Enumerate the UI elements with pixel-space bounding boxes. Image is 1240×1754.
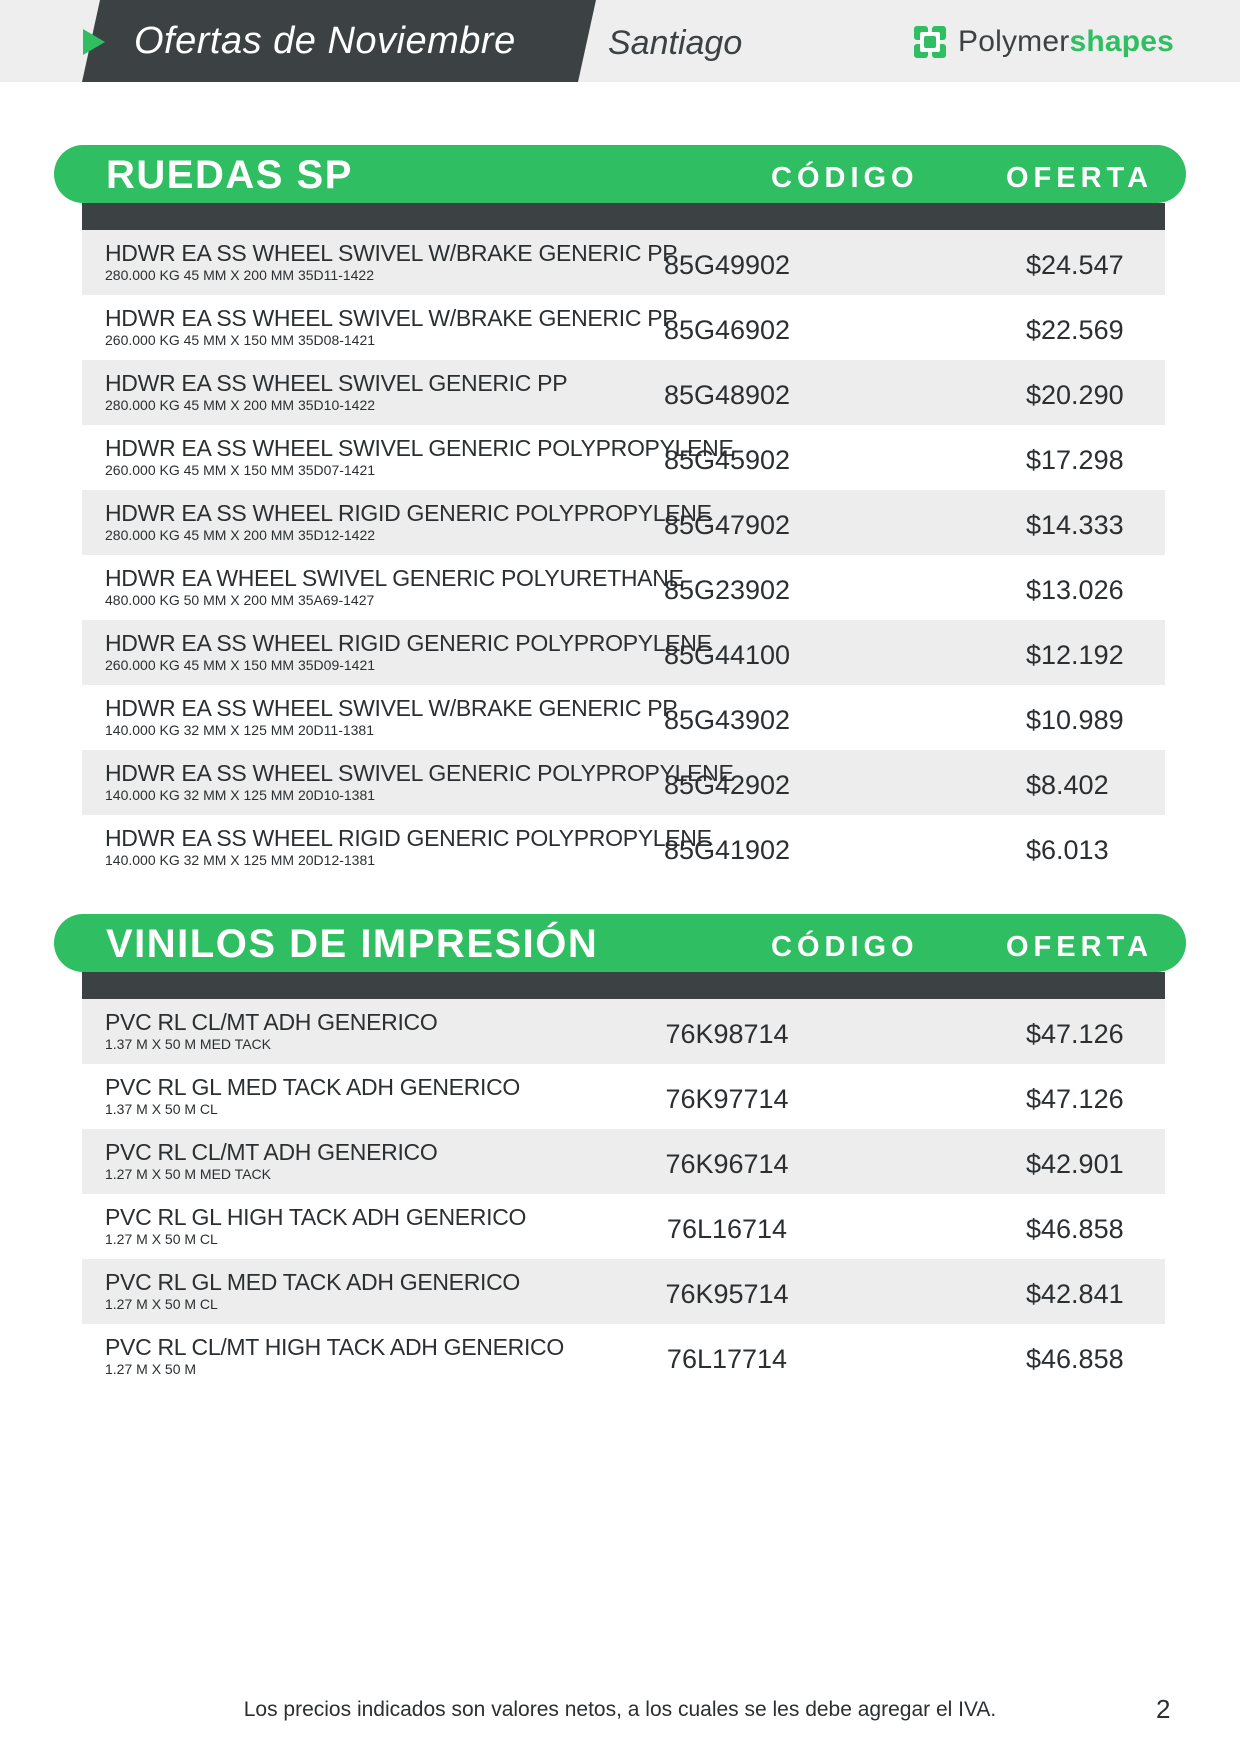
product-price: $20.290 <box>1026 380 1124 410</box>
product-name: HDWR EA SS WHEEL RIGID GENERIC POLYPROPYLENE <box>105 630 712 656</box>
product-name: HDWR EA SS WHEEL RIGID GENERIC POLYPROPYLENE <box>105 825 712 851</box>
product-name: PVC RL GL MED TACK ADH GENERICO <box>105 1269 521 1295</box>
product-code: 85G45902 <box>663 445 791 475</box>
product-code: 85G44100 <box>663 640 791 670</box>
table-row <box>82 295 1165 360</box>
product-code: 76K96714 <box>665 1149 789 1179</box>
section-title: RUEDAS SP <box>106 153 353 197</box>
table-row <box>82 815 1165 880</box>
product-price: $42.841 <box>1026 1279 1124 1309</box>
product-name: PVC RL CL/MT HIGH TACK ADH GENERICO <box>105 1334 564 1360</box>
product-name: PVC RL GL MED TACK ADH GENERICO <box>105 1074 521 1100</box>
polymershapes-logo-icon <box>912 24 948 60</box>
brand-logo <box>912 22 1174 62</box>
product-price: $10.989 <box>1026 705 1124 735</box>
product-name: HDWR EA WHEEL SWIVEL GENERIC POLYURETHANE <box>105 565 684 591</box>
product-spec: 1.27 M X 50 M MED TACK <box>105 1166 271 1182</box>
city-label: Santiago <box>608 24 743 62</box>
product-code: 85G23902 <box>663 575 791 605</box>
product-code: 85G43902 <box>663 705 791 735</box>
page-number: 2 <box>1156 1694 1171 1724</box>
product-code: 76K97714 <box>665 1084 789 1114</box>
column-header-codigo: CÓDIGO <box>771 931 919 963</box>
column-header-codigo: CÓDIGO <box>771 162 919 194</box>
product-spec: 260.000 KG 45 MM X 150 MM 35D09-1421 <box>105 657 376 673</box>
product-spec: 140.000 KG 32 MM X 125 MM 20D12-1381 <box>105 852 376 868</box>
product-name: HDWR EA SS WHEEL SWIVEL W/BRAKE GENERIC PP <box>105 695 678 721</box>
table-row <box>82 360 1165 425</box>
product-price: $42.901 <box>1026 1149 1124 1179</box>
product-code: 85G42902 <box>663 770 791 800</box>
product-name: HDWR EA SS WHEEL SWIVEL W/BRAKE GENERIC PP <box>105 240 678 266</box>
table-row <box>82 750 1165 815</box>
column-header-oferta: OFERTA <box>1006 931 1154 963</box>
table-row <box>82 685 1165 750</box>
product-code: 76K98714 <box>665 1019 789 1049</box>
table-row <box>82 1129 1165 1194</box>
section-divider <box>82 972 1165 999</box>
product-code: 76K95714 <box>665 1279 789 1309</box>
product-price: $24.547 <box>1026 250 1124 280</box>
product-code: 76L16714 <box>666 1214 788 1244</box>
product-code: 85G46902 <box>663 315 791 345</box>
product-spec: 280.000 KG 45 MM X 200 MM 35D11-1422 <box>105 267 375 283</box>
product-price: $6.013 <box>1026 835 1109 865</box>
product-spec: 1.27 M X 50 M <box>105 1361 197 1377</box>
product-price: $17.298 <box>1026 445 1124 475</box>
product-table <box>82 999 1165 1389</box>
product-name: PVC RL CL/MT ADH GENERICO <box>105 1139 438 1165</box>
product-name: HDWR EA SS WHEEL RIGID GENERIC POLYPROPYLENE <box>105 500 712 526</box>
product-code: 85G41902 <box>663 835 791 865</box>
product-spec: 280.000 KG 45 MM X 200 MM 35D10-1422 <box>105 397 376 413</box>
product-price: $8.402 <box>1026 770 1109 800</box>
product-code: 85G47902 <box>663 510 791 540</box>
table-row <box>82 1324 1165 1389</box>
product-name: PVC RL CL/MT ADH GENERICO <box>105 1009 438 1035</box>
product-spec: 260.000 KG 45 MM X 150 MM 35D08-1421 <box>105 332 376 348</box>
product-table <box>82 230 1165 880</box>
column-header-oferta: OFERTA <box>1006 162 1154 194</box>
table-row <box>82 490 1165 555</box>
play-arrow-icon <box>83 29 105 55</box>
page-title: Ofertas de Noviembre <box>134 20 516 62</box>
table-row <box>82 425 1165 490</box>
product-spec: 1.27 M X 50 M CL <box>105 1231 218 1247</box>
product-name: HDWR EA SS WHEEL SWIVEL W/BRAKE GENERIC PP <box>105 305 678 331</box>
product-spec: 1.37 M X 50 M MED TACK <box>105 1036 271 1052</box>
product-price: $12.192 <box>1026 640 1124 670</box>
product-spec: 1.37 M X 50 M CL <box>105 1101 218 1117</box>
product-name: HDWR EA SS WHEEL SWIVEL GENERIC POLYPROPYLENE <box>105 435 734 461</box>
product-price: $22.569 <box>1026 315 1124 345</box>
product-spec: 280.000 KG 45 MM X 200 MM 35D12-1422 <box>105 527 376 543</box>
product-price: $46.858 <box>1026 1344 1124 1374</box>
logo-wordmark <box>958 25 1174 59</box>
table-row <box>82 1194 1165 1259</box>
logo-word-primary: Polymer <box>958 25 1070 58</box>
section-divider <box>82 203 1165 230</box>
product-price: $13.026 <box>1026 575 1124 605</box>
product-price: $46.858 <box>1026 1214 1124 1244</box>
table-row <box>82 230 1165 295</box>
product-name: PVC RL GL HIGH TACK ADH GENERICO <box>105 1204 527 1230</box>
product-code: 85G49902 <box>663 250 791 280</box>
table-row <box>82 555 1165 620</box>
table-row <box>82 999 1165 1064</box>
table-row <box>82 620 1165 685</box>
product-code: 85G48902 <box>663 380 791 410</box>
product-spec: 1.27 M X 50 M CL <box>105 1296 218 1312</box>
product-spec: 140.000 KG 32 MM X 125 MM 20D11-1381 <box>105 722 375 738</box>
product-code: 76L17714 <box>666 1344 788 1374</box>
table-row <box>82 1064 1165 1129</box>
product-price: $47.126 <box>1026 1084 1124 1114</box>
section-title: VINILOS DE IMPRESIÓN <box>106 922 599 966</box>
product-price: $47.126 <box>1026 1019 1124 1049</box>
product-spec: 140.000 KG 32 MM X 125 MM 20D10-1381 <box>105 787 376 803</box>
product-price: $14.333 <box>1026 510 1124 540</box>
footer-note: Los precios indicados son valores netos, a los cuales se les debe agregar el IVA. <box>243 1698 997 1721</box>
table-row <box>82 1259 1165 1324</box>
product-name: HDWR EA SS WHEEL SWIVEL GENERIC PP <box>105 370 568 396</box>
header-band <box>0 0 1240 82</box>
product-spec: 480.000 KG 50 MM X 200 MM 35A69-1427 <box>105 592 375 608</box>
product-spec: 260.000 KG 45 MM X 150 MM 35D07-1421 <box>105 462 376 478</box>
product-name: HDWR EA SS WHEEL SWIVEL GENERIC POLYPROPYLENE <box>105 760 734 786</box>
logo-word-accent: shapes <box>1069 25 1175 58</box>
